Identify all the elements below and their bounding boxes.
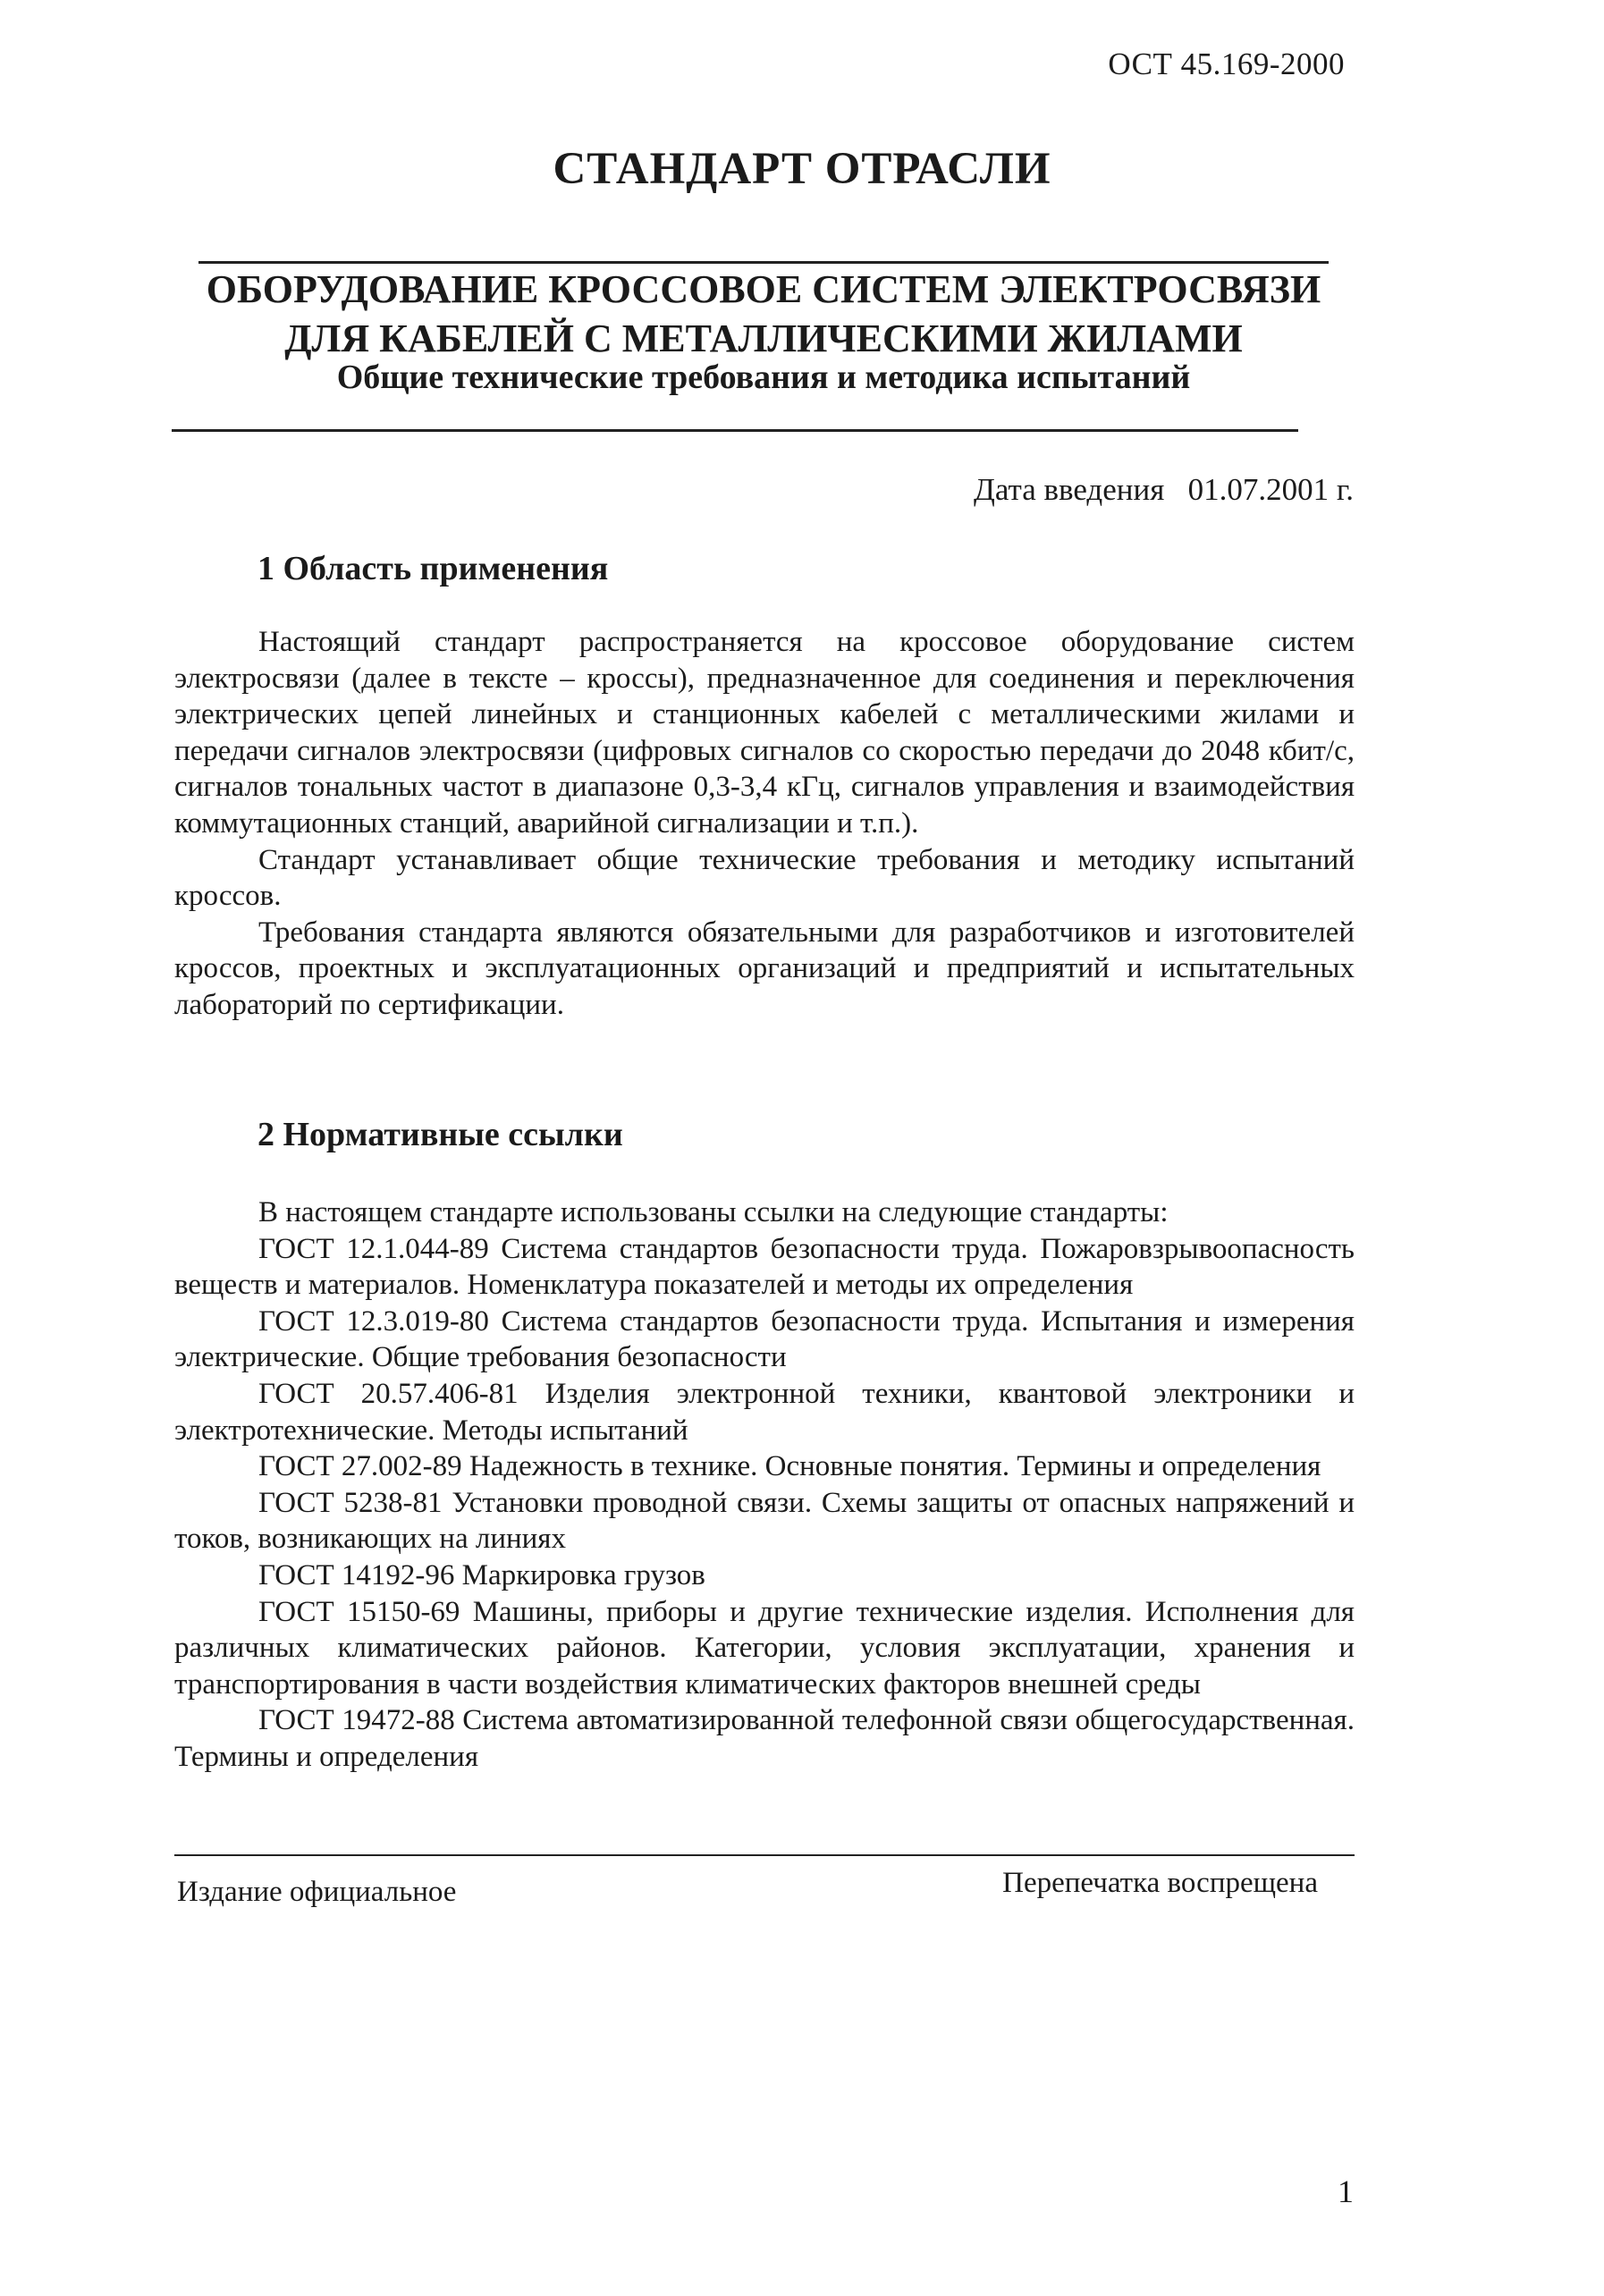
footer-rule [174,1854,1355,1856]
section-2-heading: 2 Нормативные ссылки [257,1116,623,1153]
document-title-line-1: ОБОРУДОВАНИЕ КРОССОВОЕ СИСТЕМ ЭЛЕКТРОСВЯЗИ [206,267,1321,311]
document-code: ОСТ 45.169-2000 [1108,46,1345,81]
section-1-body [174,624,1355,1024]
reference-item: ГОСТ 20.57.406-81 Изделия электронной техники, квантовой электроники и электротехнические. Методы испытаний [174,1377,1355,1447]
reference-item: ГОСТ 14192-96 Маркировка грузов [258,1558,705,1591]
reference-item: ГОСТ 15150-69 Машины, приборы и другие технические изделия. Исполнения для различных климатических районов. Категории, условия эксплуатации, хранения и транспортирования в части воздействия климатических факторов внешней среды [174,1595,1355,1701]
paragraph: Настоящий стандарт распространяется на кроссовое оборудование систем электросвязи (далее в тексте – кроссы), предназначенное для соединения и переключения электрических цепей линейных и станционных кабелей с металлическими жилами и передачи сигналов электросвязи (цифровых сигналов со скоростью передачи до 2048 кбит/с, сигналов тональных частот в диапазоне 0,3-3,4 кГц, сигналов управления и взаимодействия коммутационных станций, аварийной сигнализации и т.п.). [174,626,1355,840]
introduction-date [974,472,1354,508]
introduction-date-value: 01.07.2001 г. [1187,472,1354,507]
official-edition-note: Издание официальное [177,1876,457,1908]
reference-item: ГОСТ 12.3.019-80 Система стандартов безопасности труда. Испытания и измерения электрические. Общие требования безопасности [174,1304,1355,1374]
reference-item: ГОСТ 19472-88 Система автоматизированной телефонной связи общегосударственная. Термины и определения [174,1704,1355,1773]
reference-item: ГОСТ 27.002-89 Надежность в технике. Основные понятия. Термины и определения [258,1450,1321,1483]
reference-item: ГОСТ 12.1.044-89 Система стандартов безопасности труда. Пожаровзрывоопасность веществ и материалов. Номенклатура показателей и методы их определения [174,1232,1355,1302]
introduction-date-label: Дата введения [973,472,1165,507]
references-intro: В настоящем стандарте использованы ссылки на следующие стандарты: [258,1196,1169,1228]
reprint-prohibited-note: Перепечатка воспрещена [1002,1867,1318,1899]
paragraph: Требования стандарта являются обязательными для разработчиков и изготовителей кроссов, проектных и эксплуатационных организаций и предприятий и испытательных лабораторий по сертификации. [174,916,1355,1021]
paragraph: Стандарт устанавливает общие технические требования и методику испытаний кроссов. [174,843,1355,913]
section-1-heading: 1 Область применения [257,550,609,587]
reference-item: ГОСТ 5238-81 Установки проводной связи. Схемы защиты от опасных напряжений и токов, возникающих на линиях [174,1486,1355,1556]
page-number: 1 [1338,2174,1354,2209]
document-subtitle: Общие технические требования и методика испытаний [336,359,1191,396]
document-title [198,265,1329,363]
standard-type-heading: СТАНДАРТ ОТРАСЛИ [553,144,1051,194]
title-top-rule [198,261,1329,264]
title-bottom-rule [172,429,1298,432]
document-title-line-2: ДЛЯ КАБЕЛЕЙ С МЕТАЛЛИЧЕСКИМИ ЖИЛАМИ [284,317,1243,360]
section-2-body [174,1194,1355,1776]
